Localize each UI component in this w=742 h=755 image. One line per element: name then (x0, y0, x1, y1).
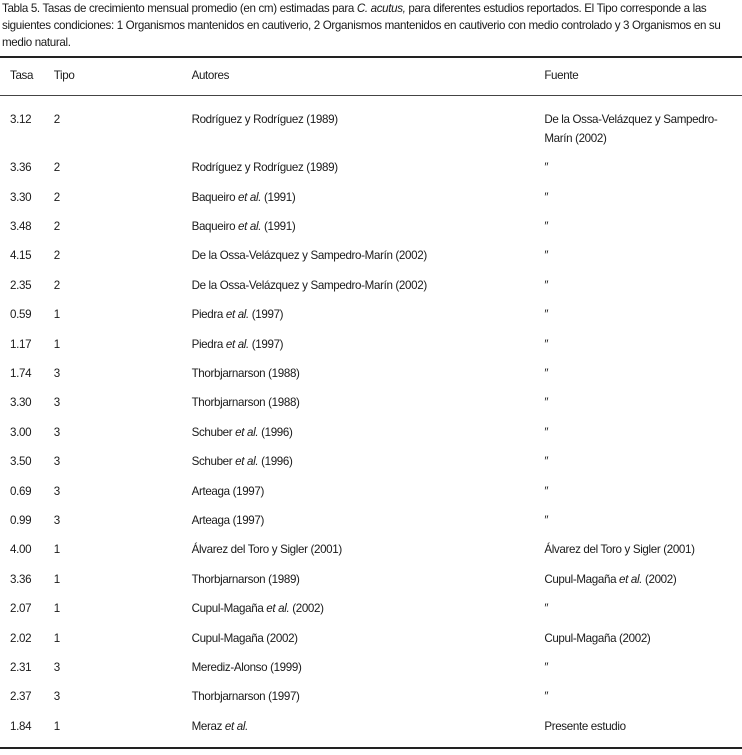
table-row (0, 682, 742, 711)
et-al-text: et al. (238, 190, 262, 204)
cell-fuente-text: Álvarez del Toro y Sigler (2001) (544, 543, 695, 557)
cell-tipo: 1 (53, 337, 60, 351)
cell-tipo: 1 (53, 543, 60, 557)
cell-autores-text: (1997) (248, 308, 284, 322)
cell-fuente (544, 241, 742, 270)
cell-tipo: 2 (53, 278, 60, 292)
table-row (0, 388, 742, 417)
cell-tasa: 2.31 (10, 660, 32, 674)
cell-autores-text: Thorbjarnarson (1988) (191, 396, 300, 410)
cell-fuente (544, 653, 742, 682)
cell-autores (192, 477, 545, 506)
cell-tipo: 3 (53, 425, 60, 439)
table-row (0, 535, 742, 564)
table-row (0, 565, 742, 594)
cell-fuente (544, 418, 742, 447)
cell-fuente (544, 95, 742, 153)
et-al-text: et al. (225, 308, 249, 322)
table-row (0, 300, 742, 329)
cell-autores-text: (1996) (258, 425, 293, 439)
cell-autores (192, 653, 545, 682)
cell-fuente-text: ″ (544, 308, 549, 322)
table-row (0, 183, 742, 212)
cell-tasa: 3.30 (10, 190, 32, 204)
cell-autores (192, 506, 545, 535)
cell-fuente-text: ″ (544, 161, 549, 175)
cell-autores-text: Piedra (191, 308, 226, 322)
table-row (0, 594, 742, 623)
cell-tipo: 2 (53, 190, 60, 204)
header-fuente: Fuente (544, 69, 579, 82)
table-caption (2, 0, 740, 51)
cell-tasa: 2.37 (10, 690, 32, 704)
cell-autores (192, 212, 545, 241)
cell-fuente (544, 359, 742, 388)
cell-fuente (544, 153, 742, 182)
table-row (0, 477, 742, 506)
cell-tasa: 3.12 (10, 112, 32, 126)
cell-fuente-text: De la Ossa-Velázquez y Sampedro-Marín (2002) (544, 112, 718, 145)
table-row (0, 271, 742, 300)
header-tipo: Tipo (53, 69, 75, 82)
cell-autores-text: Cupul-Magaña (191, 602, 267, 616)
cell-fuente-text: ″ (544, 455, 549, 469)
cell-autores-text: Thorbjarnarson (1997) (191, 690, 300, 704)
caption-text-cont: para diferentes estudios reportados. El Tipo corresponde a las siguientes condiciones: 1 Organismos mantenidos en cautiverio, 2 Organismos mantenidos en cautiverio con medio controlado y 3 Organismos en su medio natural. (2, 2, 721, 49)
cell-tasa: 3.00 (10, 425, 32, 439)
table-row (0, 624, 742, 653)
table-row (0, 359, 742, 388)
cell-fuente-text: ″ (544, 513, 549, 527)
cell-autores-text: (1991) (261, 190, 296, 204)
cell-autores-text: Schuber (191, 455, 236, 469)
cell-tipo: 2 (53, 249, 60, 263)
cell-tasa: 1.84 (10, 719, 32, 733)
cell-tipo: 3 (53, 396, 60, 410)
table-row (0, 212, 742, 241)
cell-autores-text: Thorbjarnarson (1989) (191, 572, 300, 586)
bottom-rule (0, 747, 742, 749)
cell-autores (192, 418, 545, 447)
et-al-text: et al. (619, 572, 643, 586)
cell-autores (192, 712, 545, 741)
cell-tasa: 3.30 (10, 396, 32, 410)
cell-tipo: 1 (53, 308, 60, 322)
cell-tasa: 0.99 (10, 513, 32, 527)
table-row (0, 653, 742, 682)
cell-autores-text: Álvarez del Toro y Sigler (2001) (191, 543, 342, 557)
cell-autores (192, 447, 545, 476)
cell-autores-text: Baqueiro (191, 220, 239, 234)
cell-autores-text: Meraz (191, 719, 225, 733)
table-row (0, 506, 742, 535)
cell-fuente (544, 271, 742, 300)
caption-text: Tabla 5. Tasas de crecimiento mensual promedio (en cm) estimadas para (2, 2, 357, 15)
cell-fuente (544, 477, 742, 506)
cell-fuente (544, 300, 742, 329)
table-row (0, 418, 742, 447)
cell-tipo: 3 (53, 367, 60, 381)
cell-tipo: 1 (53, 631, 60, 645)
cell-fuente-text: ″ (544, 425, 549, 439)
et-al-text: et al. (235, 425, 259, 439)
cell-tasa: 3.36 (10, 572, 32, 586)
cell-tipo: 3 (53, 660, 60, 674)
table-row (0, 447, 742, 476)
cell-fuente-text: ″ (544, 660, 549, 674)
et-al-text: et al. (225, 337, 249, 351)
cell-autores (192, 565, 545, 594)
cell-autores (192, 388, 545, 417)
cell-tasa: 3.36 (10, 161, 32, 175)
cell-fuente-text: ″ (544, 337, 549, 351)
cell-tipo: 2 (53, 161, 60, 175)
cell-fuente (544, 682, 742, 711)
cell-tipo: 3 (53, 484, 60, 498)
cell-tipo: 3 (53, 513, 60, 527)
cell-fuente-text: (2002) (642, 572, 677, 586)
cell-tasa: 2.07 (10, 602, 32, 616)
cell-tipo: 3 (53, 455, 60, 469)
cell-autores-text: (1996) (258, 455, 293, 469)
cell-autores (192, 359, 545, 388)
cell-autores (192, 241, 545, 270)
cell-fuente-text: ″ (544, 278, 549, 292)
cell-tipo: 3 (53, 690, 60, 704)
table-body (0, 95, 742, 741)
cell-fuente-text: ″ (544, 367, 549, 381)
cell-fuente (544, 330, 742, 359)
cell-tipo: 1 (53, 602, 60, 616)
cell-autores-text: Schuber (191, 425, 236, 439)
cell-fuente-text: ″ (544, 220, 549, 234)
cell-autores-text: Piedra (191, 337, 226, 351)
et-al-text: et al. (224, 719, 248, 733)
cell-fuente (544, 506, 742, 535)
cell-fuente (544, 712, 742, 741)
cell-fuente (544, 565, 742, 594)
cell-autores-text: Merediz-Alonso (1999) (191, 660, 302, 674)
cell-autores (192, 624, 545, 653)
cell-fuente-text: ″ (544, 396, 549, 410)
cell-fuente-text: Cupul-Magaña (544, 572, 620, 586)
cell-autores-text: Baqueiro (191, 190, 239, 204)
cell-autores-text: De la Ossa-Velázquez y Sampedro-Marín (2002) (191, 278, 427, 292)
cell-fuente-text: ″ (544, 690, 549, 704)
cell-fuente-text: Presente estudio (544, 719, 626, 733)
cell-autores (192, 535, 545, 564)
cell-fuente-text: Cupul-Magaña (2002) (544, 631, 651, 645)
cell-autores (192, 300, 545, 329)
cell-autores-text: (1997) (248, 337, 284, 351)
table-row (0, 95, 742, 153)
cell-tasa: 3.48 (10, 220, 32, 234)
cell-tasa: 0.69 (10, 484, 32, 498)
cell-fuente (544, 212, 742, 241)
et-al-text: et al. (238, 220, 262, 234)
cell-tasa: 1.74 (10, 367, 32, 381)
cell-fuente (544, 624, 742, 653)
cell-tipo: 2 (53, 112, 60, 126)
cell-fuente (544, 183, 742, 212)
cell-autores (192, 153, 545, 182)
cell-autores-text: Arteaga (1997) (191, 513, 265, 527)
cell-fuente-text: ″ (544, 249, 549, 263)
table-row (0, 153, 742, 182)
header-tasa: Tasa (10, 69, 34, 82)
cell-tasa: 1.17 (10, 337, 32, 351)
cell-tasa: 2.02 (10, 631, 32, 645)
cell-tipo: 1 (53, 719, 60, 733)
cell-autores (192, 95, 545, 153)
cell-autores-text: (1991) (261, 220, 296, 234)
cell-fuente (544, 535, 742, 564)
et-al-text: et al. (235, 455, 259, 469)
cell-fuente-text: ″ (544, 602, 549, 616)
cell-fuente (544, 388, 742, 417)
cell-tasa: 3.50 (10, 455, 32, 469)
top-rule (0, 56, 742, 58)
cell-autores-text: Thorbjarnarson (1988) (191, 367, 300, 381)
growth-rate-table (0, 59, 742, 741)
cell-autores-text: De la Ossa-Velázquez y Sampedro-Marín (2002) (191, 249, 427, 263)
header-row (0, 59, 742, 95)
table-row (0, 330, 742, 359)
et-al-text: et al. (266, 602, 290, 616)
cell-autores-text: Arteaga (1997) (191, 484, 265, 498)
cell-fuente (544, 447, 742, 476)
cell-autores-text: Rodríguez y Rodríguez (1989) (191, 161, 338, 175)
cell-autores-text: (2002) (289, 602, 324, 616)
cell-tasa: 4.15 (10, 249, 32, 263)
cell-tasa: 0.59 (10, 308, 32, 322)
cell-tipo: 2 (53, 220, 60, 234)
cell-autores (192, 594, 545, 623)
table-row (0, 712, 742, 741)
cell-autores-text: Cupul-Magaña (2002) (191, 631, 298, 645)
cell-fuente-text: ″ (544, 190, 549, 204)
cell-autores (192, 682, 545, 711)
caption-species: C. acutus, (356, 2, 406, 15)
cell-fuente (544, 594, 742, 623)
cell-tipo: 1 (53, 572, 60, 586)
cell-tasa: 2.35 (10, 278, 32, 292)
cell-autores-text: Rodríguez y Rodríguez (1989) (191, 112, 338, 126)
cell-fuente-text: ″ (544, 484, 549, 498)
header-autores: Autores (191, 69, 230, 82)
cell-autores (192, 330, 545, 359)
table-row (0, 241, 742, 270)
cell-autores (192, 183, 545, 212)
cell-tasa: 4.00 (10, 543, 32, 557)
cell-autores (192, 271, 545, 300)
